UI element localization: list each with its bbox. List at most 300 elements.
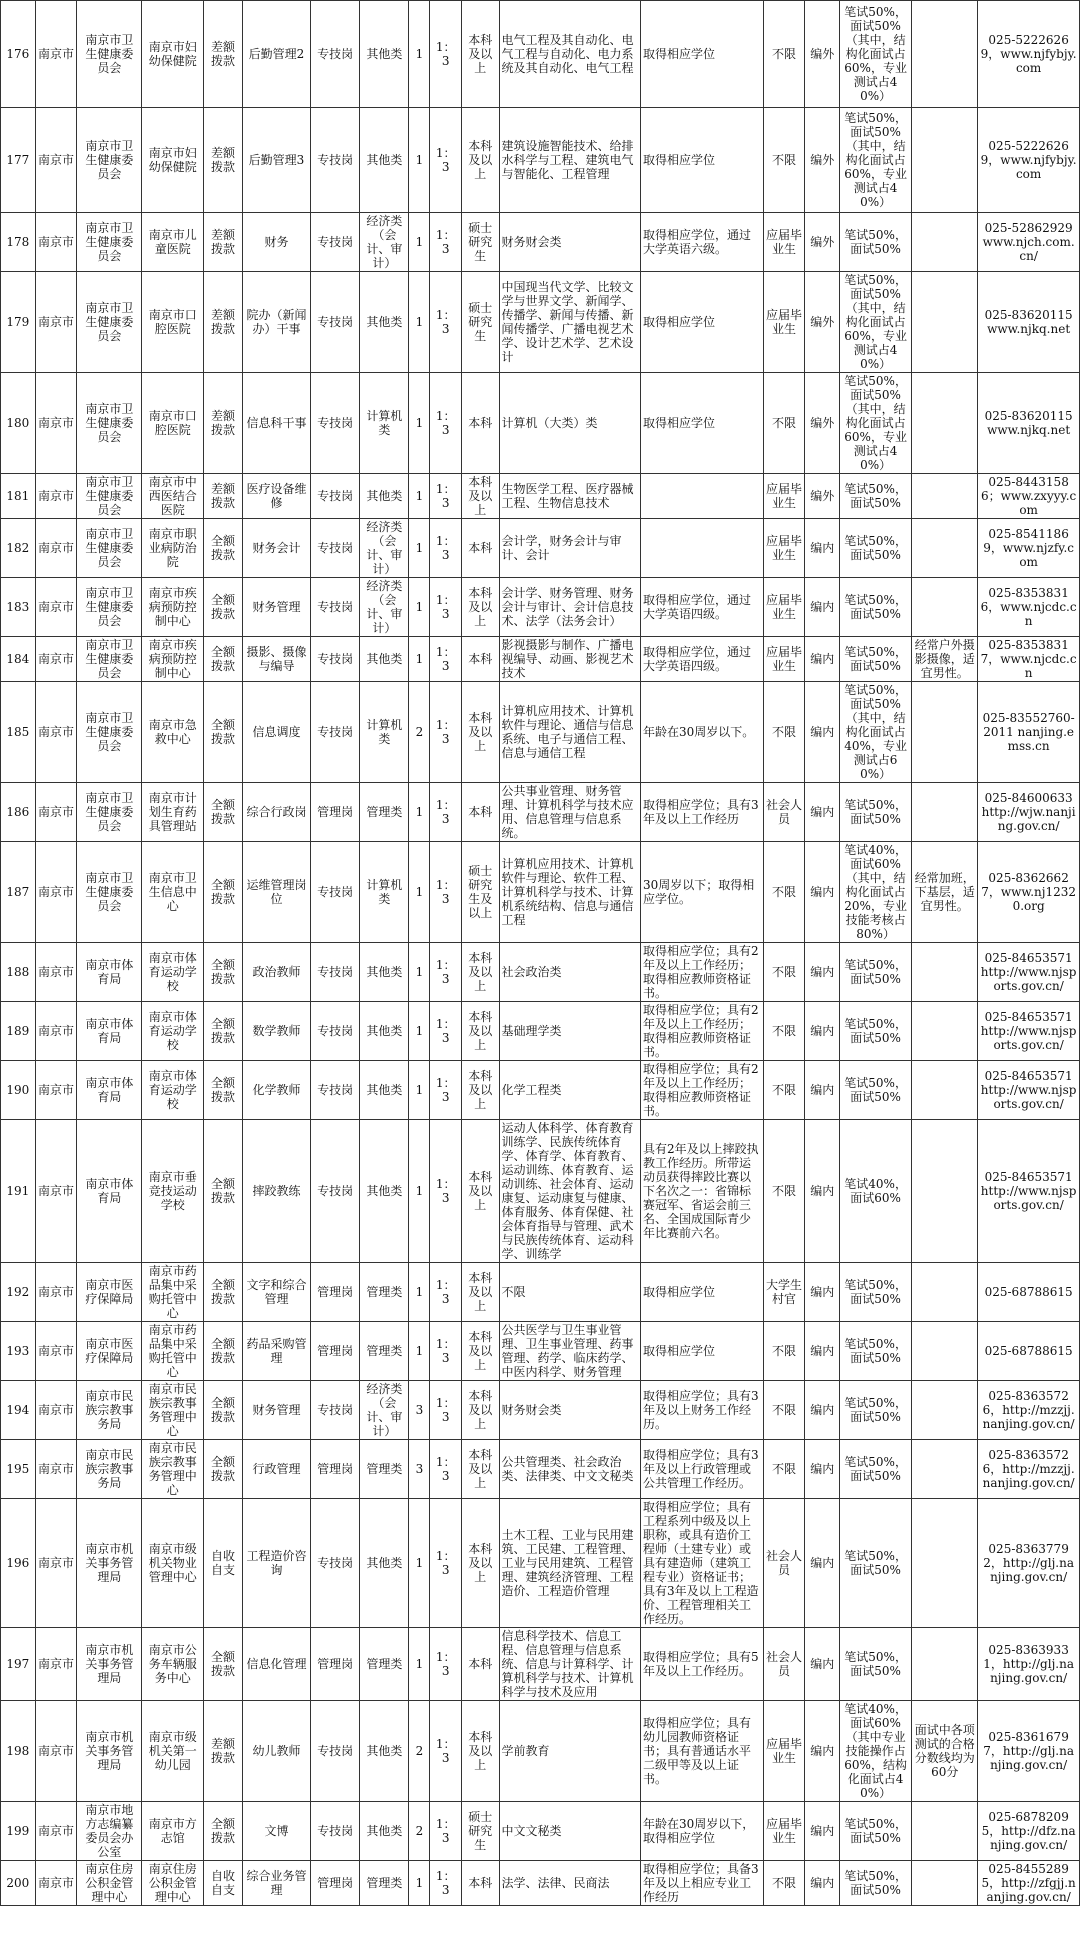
cell-education: 本科及以上: [461, 1381, 499, 1440]
cell-other: 取得相应学位；具有3年及以上财务工作经历。: [640, 1381, 763, 1440]
cell-target: 应届毕业生: [763, 213, 805, 272]
cell-position: 财务会计: [242, 519, 310, 578]
cell-staffing: 编内: [805, 783, 840, 842]
cell-city: 南京市: [35, 272, 77, 373]
cell-unit: 南京市级机关物业管理中心: [142, 1499, 204, 1628]
cell-count: 1: [409, 1322, 430, 1381]
cell-staffing: 编内: [805, 842, 840, 943]
cell-staffing: 编内: [805, 1120, 840, 1263]
cell-dept: 南京市卫生健康委员会: [77, 373, 142, 474]
cell-position: 药品采购管理: [242, 1322, 310, 1381]
cell-ratio: 1：3: [430, 1061, 461, 1120]
cell-city: 南京市: [35, 474, 77, 519]
cell-notes: [912, 519, 978, 578]
cell-notes: [912, 1440, 978, 1499]
cell-staffing: 编内: [805, 682, 840, 783]
cell-dept: 南京市卫生健康委员会: [77, 637, 142, 682]
cell-city: 南京市: [35, 1628, 77, 1701]
cell-count: 3: [409, 1381, 430, 1440]
cell-exam: 笔试50%，面试50%: [839, 1002, 911, 1061]
cell-no: 195: [1, 1440, 36, 1499]
cell-major: 影视摄影与制作、广播电视编导、动画、影视艺术技术: [499, 637, 640, 682]
cell-other: 取得相应学位；具有2年及以上工作经历；取得相应教师资格证书。: [640, 1061, 763, 1120]
cell-dept: 南京市机关事务管理局: [77, 1701, 142, 1802]
cell-city: 南京市: [35, 682, 77, 783]
cell-ratio: 1：3: [430, 1802, 461, 1861]
cell-unit: 南京市公务车辆服务中心: [142, 1628, 204, 1701]
cell-no: 198: [1, 1701, 36, 1802]
cell-position: 摄影、摄像与编导: [242, 637, 310, 682]
table-row: [1, 1381, 1080, 1440]
cell-ptype: 专技岗: [311, 474, 360, 519]
cell-category: 其他类: [360, 1120, 409, 1263]
cell-target: 应届毕业生: [763, 1802, 805, 1861]
cell-education: 本科及以上: [461, 1, 499, 108]
cell-dept: 南京市卫生健康委员会: [77, 474, 142, 519]
cell-education: 本科: [461, 1628, 499, 1701]
cell-notes: [912, 108, 978, 213]
cell-unit: 南京市卫生信息中心: [142, 842, 204, 943]
cell-exam: 笔试50%，面试50%: [839, 1322, 911, 1381]
cell-education: 本科: [461, 637, 499, 682]
cell-position: 医疗设备维修: [242, 474, 310, 519]
cell-dept: 南京市机关事务管理局: [77, 1628, 142, 1701]
cell-major: 财务财会类: [499, 1381, 640, 1440]
cell-exam: 笔试50%，面试50%: [839, 783, 911, 842]
cell-exam: 笔试50%，面试50%: [839, 519, 911, 578]
cell-position: 后勤管理3: [242, 108, 310, 213]
cell-notes: [912, 943, 978, 1002]
cell-unit: 南京市体育运动学校: [142, 1061, 204, 1120]
cell-no: 185: [1, 682, 36, 783]
cell-city: 南京市: [35, 373, 77, 474]
cell-other: 年龄在30周岁以下，取得相应学位: [640, 1802, 763, 1861]
cell-notes: 经常户外摄影摄像，适宜男性。: [912, 637, 978, 682]
table-row: [1, 1120, 1080, 1263]
cell-exam: 笔试50%，面试50%: [839, 213, 911, 272]
cell-count: 1: [409, 783, 430, 842]
cell-position: 工程造价咨询: [242, 1499, 310, 1628]
cell-education: 本科及以上: [461, 682, 499, 783]
cell-position: 院办（新闻办）干事: [242, 272, 310, 373]
table-row: [1, 842, 1080, 943]
cell-dept: 南京市卫生健康委员会: [77, 213, 142, 272]
cell-exam: 笔试50%，面试50%: [839, 1802, 911, 1861]
cell-notes: [912, 272, 978, 373]
cell-funding: 差额拨款: [204, 1, 243, 108]
cell-contact: 025-83637792，http://glj.nanjing.gov.cn/: [978, 1499, 1080, 1628]
cell-unit: 南京市口腔医院: [142, 272, 204, 373]
cell-unit: 南京市妇幼保健院: [142, 108, 204, 213]
cell-dept: 南京市卫生健康委员会: [77, 519, 142, 578]
cell-unit: 南京市妇幼保健院: [142, 1, 204, 108]
cell-major: 会计学，财务会计与审计、会计: [499, 519, 640, 578]
cell-dept: 南京市卫生健康委员会: [77, 682, 142, 783]
cell-no: 183: [1, 578, 36, 637]
cell-major: 化学工程类: [499, 1061, 640, 1120]
cell-no: 196: [1, 1499, 36, 1628]
cell-position: 行政管理: [242, 1440, 310, 1499]
cell-ptype: 专技岗: [311, 943, 360, 1002]
cell-unit: 南京市中西医结合医院: [142, 474, 204, 519]
cell-count: 2: [409, 682, 430, 783]
table-row: [1, 519, 1080, 578]
cell-education: 本科: [461, 373, 499, 474]
cell-major: 公共管理类、社会政治类、法律类、中文文秘类: [499, 1440, 640, 1499]
cell-other: 具有2年及以上摔跤执教工作经历。所带运动员获得摔跤比赛以下名次之一：省锦标赛冠军、省运会前三名、全国成国际青少年比赛前六名。: [640, 1120, 763, 1263]
cell-funding: 差额拨款: [204, 213, 243, 272]
table-row: [1, 272, 1080, 373]
cell-dept: 南京市民族宗教事务局: [77, 1381, 142, 1440]
cell-count: 1: [409, 1628, 430, 1701]
cell-city: 南京市: [35, 1002, 77, 1061]
cell-notes: [912, 1499, 978, 1628]
cell-target: 应届毕业生: [763, 637, 805, 682]
cell-no: 188: [1, 943, 36, 1002]
cell-dept: 南京市医疗保障局: [77, 1263, 142, 1322]
cell-no: 180: [1, 373, 36, 474]
cell-contact: 025-52226269，www.njfybjy.com: [978, 108, 1080, 213]
table-row: [1, 1861, 1080, 1906]
cell-staffing: 编内: [805, 1002, 840, 1061]
cell-dept: 南京市卫生健康委员会: [77, 108, 142, 213]
cell-education: 本科及以上: [461, 474, 499, 519]
cell-count: 1: [409, 943, 430, 1002]
cell-ptype: 专技岗: [311, 1002, 360, 1061]
cell-notes: [912, 578, 978, 637]
cell-target: 应届毕业生: [763, 578, 805, 637]
cell-funding: 全额拨款: [204, 1120, 243, 1263]
cell-position: 信息调度: [242, 682, 310, 783]
cell-other: 30周岁以下；取得相应学位。: [640, 842, 763, 943]
cell-target: 不限: [763, 1381, 805, 1440]
cell-position: 综合业务管理: [242, 1861, 310, 1906]
cell-contact: 025-83538317，www.njcdc.cn: [978, 637, 1080, 682]
cell-funding: 差额拨款: [204, 373, 243, 474]
cell-category: 其他类: [360, 272, 409, 373]
cell-category: 管理类: [360, 1861, 409, 1906]
cell-exam: 笔试50%，面试50%: [839, 943, 911, 1002]
cell-ptype: 专技岗: [311, 1061, 360, 1120]
cell-count: 1: [409, 1861, 430, 1906]
cell-major: 学前教育: [499, 1701, 640, 1802]
cell-category: 经济类（会计、审计）: [360, 519, 409, 578]
cell-ptype: 专技岗: [311, 1701, 360, 1802]
cell-exam: 笔试50%，面试50%: [839, 1440, 911, 1499]
cell-major: 生物医学工程、医疗器械工程、生物信息技术: [499, 474, 640, 519]
cell-count: 1: [409, 213, 430, 272]
cell-notes: [912, 783, 978, 842]
cell-ptype: 专技岗: [311, 1381, 360, 1440]
cell-city: 南京市: [35, 783, 77, 842]
cell-category: 经济类（会计、审计）: [360, 213, 409, 272]
cell-target: 不限: [763, 1120, 805, 1263]
cell-ptype: 专技岗: [311, 272, 360, 373]
cell-city: 南京市: [35, 578, 77, 637]
cell-notes: 经常加班，下基层，适宜男性。: [912, 842, 978, 943]
cell-staffing: 编外: [805, 272, 840, 373]
cell-city: 南京市: [35, 1061, 77, 1120]
cell-unit: 南京市体育运动学校: [142, 943, 204, 1002]
cell-other: 取得相应学位；具有2年及以上工作经历；取得相应教师资格证书。: [640, 943, 763, 1002]
cell-funding: 全额拨款: [204, 783, 243, 842]
cell-education: 硕士研究生: [461, 213, 499, 272]
cell-education: 本科: [461, 1861, 499, 1906]
cell-contact: 025-83626627，www.nj12320.org: [978, 842, 1080, 943]
cell-category: 管理类: [360, 1263, 409, 1322]
cell-city: 南京市: [35, 1, 77, 108]
cell-unit: 南京市民族宗教事务管理中心: [142, 1440, 204, 1499]
cell-no: 179: [1, 272, 36, 373]
table-row: [1, 1701, 1080, 1802]
cell-unit: 南京市儿童医院: [142, 213, 204, 272]
cell-category: 其他类: [360, 637, 409, 682]
cell-city: 南京市: [35, 637, 77, 682]
cell-education: 本科及以上: [461, 1701, 499, 1802]
cell-ptype: 专技岗: [311, 373, 360, 474]
cell-funding: 差额拨款: [204, 1701, 243, 1802]
cell-ratio: 1：3: [430, 1, 461, 108]
cell-education: 本科及以上: [461, 1002, 499, 1061]
cell-funding: 差额拨款: [204, 272, 243, 373]
cell-funding: 全额拨款: [204, 1628, 243, 1701]
cell-staffing: 编内: [805, 943, 840, 1002]
cell-ratio: 1：3: [430, 213, 461, 272]
cell-target: 应届毕业生: [763, 519, 805, 578]
cell-other: 取得相应学位；具有2年及以上工作经历；取得相应教师资格证书。: [640, 1002, 763, 1061]
cell-contact: 025-84552895，http://zfgjj.nanjing.gov.cn/: [978, 1861, 1080, 1906]
cell-ratio: 1：3: [430, 1381, 461, 1440]
cell-category: 其他类: [360, 1701, 409, 1802]
cell-count: 1: [409, 1263, 430, 1322]
cell-ptype: 管理岗: [311, 783, 360, 842]
cell-ptype: 管理岗: [311, 1628, 360, 1701]
cell-count: 1: [409, 108, 430, 213]
cell-unit: 南京市职业病防治院: [142, 519, 204, 578]
cell-staffing: 编内: [805, 1802, 840, 1861]
cell-city: 南京市: [35, 1322, 77, 1381]
cell-count: 1: [409, 1, 430, 108]
cell-ratio: 1：3: [430, 1701, 461, 1802]
cell-dept: 南京市体育局: [77, 943, 142, 1002]
cell-notes: [912, 1861, 978, 1906]
cell-dept: 南京市体育局: [77, 1002, 142, 1061]
cell-staffing: 编内: [805, 1861, 840, 1906]
cell-target: 不限: [763, 842, 805, 943]
cell-dept: 南京市体育局: [77, 1061, 142, 1120]
cell-education: 硕士研究生: [461, 1802, 499, 1861]
cell-target: 应届毕业生: [763, 272, 805, 373]
cell-target: 应届毕业生: [763, 474, 805, 519]
table-row: [1, 1499, 1080, 1628]
cell-major: 法学、法律、民商法: [499, 1861, 640, 1906]
cell-no: 192: [1, 1263, 36, 1322]
cell-target: 社会人员: [763, 783, 805, 842]
cell-funding: 全额拨款: [204, 1263, 243, 1322]
cell-city: 南京市: [35, 1701, 77, 1802]
cell-category: 计算机类: [360, 842, 409, 943]
cell-count: 1: [409, 1120, 430, 1263]
cell-major: 土木工程、工业与民用建筑、工民建、工程管理、工业与民用建筑、工程管理、建筑经济管理、工程造价、工程造价管理: [499, 1499, 640, 1628]
cell-unit: 南京市疾病预防控制中心: [142, 637, 204, 682]
cell-major: 会计学、财务管理、财务会计与审计、会计信息技术、法学（法务会计）: [499, 578, 640, 637]
cell-other: 取得相应学位；具有幼儿园教师资格证书；具有普通话水平二级甲等及以上证书。: [640, 1701, 763, 1802]
cell-contact: 025-68788615: [978, 1322, 1080, 1381]
cell-target: 社会人员: [763, 1628, 805, 1701]
cell-exam: 笔试50%，面试50%: [839, 578, 911, 637]
table-body: [1, 1, 1080, 1906]
cell-funding: 差额拨款: [204, 108, 243, 213]
cell-major: 公共医学与卫生事业管理、卫生事业管理、药事管理、药学、临床药学、中医内科学、财务管理: [499, 1322, 640, 1381]
cell-category: 管理类: [360, 1440, 409, 1499]
cell-target: 应届毕业生: [763, 1701, 805, 1802]
cell-unit: 南京市药品集中采购托管中心: [142, 1263, 204, 1322]
cell-major: 财务财会类: [499, 213, 640, 272]
cell-city: 南京市: [35, 1381, 77, 1440]
cell-education: 本科: [461, 519, 499, 578]
cell-category: 计算机类: [360, 682, 409, 783]
cell-position: 文博: [242, 1802, 310, 1861]
cell-major: 信息科学技术、信息工程、信息管理与信息系统、信息与计算科学、计算机科学与技术、计算机科学与技术及应用: [499, 1628, 640, 1701]
cell-contact: 025-84600633 http://wjw.nanjing.gov.cn/: [978, 783, 1080, 842]
cell-exam: 笔试50%，面试50%（其中，结构化面试占40%，专业测试占60%）: [839, 682, 911, 783]
cell-ptype: 管理岗: [311, 1440, 360, 1499]
cell-contact: 025-83620115 www.njkq.net: [978, 272, 1080, 373]
cell-count: 1: [409, 474, 430, 519]
cell-target: 不限: [763, 373, 805, 474]
cell-major: 计算机应用技术、计算机软件与理论、通信与信息系统、电子与通信工程、信息与通信工程: [499, 682, 640, 783]
cell-other: 取得相应学位，通过大学英语四级。: [640, 637, 763, 682]
cell-contact: 025-84653571 http://www.njsports.gov.cn/: [978, 1120, 1080, 1263]
cell-exam: 笔试50%，面试50%: [839, 1263, 911, 1322]
cell-exam: 笔试40%，面试60%（其中专业技能操作占60%，结构化面试占40%）: [839, 1701, 911, 1802]
cell-no: 199: [1, 1802, 36, 1861]
cell-target: 不限: [763, 1002, 805, 1061]
cell-notes: [912, 1628, 978, 1701]
cell-exam: 笔试40%，面试60%: [839, 1120, 911, 1263]
table-row: [1, 474, 1080, 519]
cell-target: 不限: [763, 1061, 805, 1120]
cell-position: 信息科干事: [242, 373, 310, 474]
cell-staffing: 编外: [805, 373, 840, 474]
cell-no: 186: [1, 783, 36, 842]
cell-position: 数学教师: [242, 1002, 310, 1061]
cell-funding: 全额拨款: [204, 637, 243, 682]
cell-contact: 025-84653571 http://www.njsports.gov.cn/: [978, 1002, 1080, 1061]
cell-funding: 全额拨款: [204, 1002, 243, 1061]
cell-other: 取得相应学位: [640, 1322, 763, 1381]
cell-exam: 笔试50%，面试50%（其中，结构化面试占60%，专业测试占40%）: [839, 1, 911, 108]
cell-unit: 南京住房公积金管理中心: [142, 1861, 204, 1906]
cell-other: 取得相应学位: [640, 272, 763, 373]
cell-notes: [912, 213, 978, 272]
cell-contact: 025-68782095，http://dfz.nanjing.gov.cn/: [978, 1802, 1080, 1861]
cell-city: 南京市: [35, 842, 77, 943]
cell-major: 建筑设施智能技术、给排水科学与工程、建筑电气与智能化、工程管理: [499, 108, 640, 213]
cell-other: 取得相应学位: [640, 373, 763, 474]
cell-major: 中文文秘类: [499, 1802, 640, 1861]
cell-notes: [912, 1, 978, 108]
cell-count: 1: [409, 373, 430, 474]
cell-dept: 南京市卫生健康委员会: [77, 842, 142, 943]
cell-no: 197: [1, 1628, 36, 1701]
cell-ptype: 专技岗: [311, 842, 360, 943]
cell-ptype: 专技岗: [311, 519, 360, 578]
cell-notes: [912, 1002, 978, 1061]
cell-no: 181: [1, 474, 36, 519]
cell-category: 其他类: [360, 1802, 409, 1861]
cell-education: 硕士研究生: [461, 272, 499, 373]
cell-city: 南京市: [35, 1120, 77, 1263]
cell-category: 其他类: [360, 1061, 409, 1120]
cell-ratio: 1：3: [430, 272, 461, 373]
table-row: [1, 1, 1080, 108]
cell-funding: 全额拨款: [204, 1440, 243, 1499]
cell-ratio: 1：3: [430, 1322, 461, 1381]
cell-count: 1: [409, 519, 430, 578]
cell-contact: 025-84431586；www.zxyyy.com: [978, 474, 1080, 519]
table-row: [1, 1628, 1080, 1701]
cell-ptype: 专技岗: [311, 1499, 360, 1628]
cell-ptype: 管理岗: [311, 1263, 360, 1322]
cell-category: 经济类（会计、审计）: [360, 578, 409, 637]
cell-no: 182: [1, 519, 36, 578]
cell-notes: [912, 1802, 978, 1861]
cell-unit: 南京市计划生育药具管理站: [142, 783, 204, 842]
cell-funding: 全额拨款: [204, 1061, 243, 1120]
cell-category: 其他类: [360, 108, 409, 213]
cell-target: 不限: [763, 108, 805, 213]
cell-target: 社会人员: [763, 1499, 805, 1628]
cell-staffing: 编内: [805, 1322, 840, 1381]
cell-other: 取得相应学位，通过大学英语四级。: [640, 578, 763, 637]
cell-funding: 差额拨款: [204, 474, 243, 519]
cell-city: 南京市: [35, 1263, 77, 1322]
table-row: [1, 682, 1080, 783]
cell-no: 190: [1, 1061, 36, 1120]
cell-position: 财务管理: [242, 1381, 310, 1440]
cell-staffing: 编内: [805, 1440, 840, 1499]
cell-education: 硕士研究生及以上: [461, 842, 499, 943]
cell-education: 本科及以上: [461, 578, 499, 637]
cell-other: [640, 519, 763, 578]
cell-target: 不限: [763, 1322, 805, 1381]
cell-ratio: 1：3: [430, 578, 461, 637]
cell-ratio: 1：3: [430, 108, 461, 213]
cell-other: 取得相应学位；具有3年及以上行政管理或公共管理工作经历。: [640, 1440, 763, 1499]
cell-funding: 全额拨款: [204, 519, 243, 578]
cell-ratio: 1：3: [430, 474, 461, 519]
cell-ratio: 1：3: [430, 1440, 461, 1499]
cell-city: 南京市: [35, 213, 77, 272]
cell-other: 取得相应学位；具有5年及以上工作经历。: [640, 1628, 763, 1701]
cell-dept: 南京市地方志编纂委员会办公室: [77, 1802, 142, 1861]
cell-major: 电气工程及其自动化、电气工程与自动化、电力系统及其自动化、电气工程: [499, 1, 640, 108]
cell-funding: 全额拨款: [204, 1381, 243, 1440]
cell-other: 取得相应学位: [640, 1, 763, 108]
cell-funding: 全额拨款: [204, 682, 243, 783]
cell-no: 194: [1, 1381, 36, 1440]
cell-major: 社会政治类: [499, 943, 640, 1002]
cell-position: 后勤管理2: [242, 1, 310, 108]
cell-staffing: 编内: [805, 1701, 840, 1802]
cell-unit: 南京市级机关第一幼儿园: [142, 1701, 204, 1802]
cell-dept: 南京市民族宗教事务局: [77, 1440, 142, 1499]
cell-position: 摔跤教练: [242, 1120, 310, 1263]
cell-city: 南京市: [35, 943, 77, 1002]
cell-other: 取得相应学位: [640, 1263, 763, 1322]
cell-staffing: 编外: [805, 1, 840, 108]
